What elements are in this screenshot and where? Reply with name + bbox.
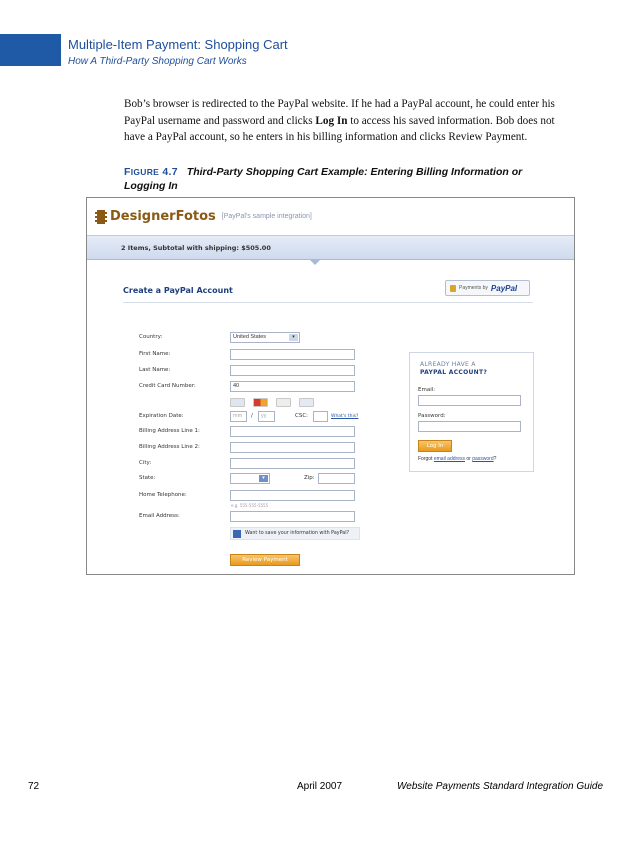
chevron-down-icon: ▾ [289,334,298,341]
card-number-field[interactable]: 40 [230,381,355,392]
login-password-label: Password: [418,413,446,419]
visa-card-icon [230,398,245,407]
paypal-screenshot-figure [86,197,575,575]
save-info-text: Want to save your information with PayPal? [245,531,350,536]
exp-month-field[interactable]: mm [230,411,247,422]
form-title: Create a PayPal Account [123,286,233,295]
login-panel-heading: ALREADY HAVE A PAYPAL ACCOUNT? [420,361,488,376]
zip-label: Zip: [304,475,315,481]
last-name-field[interactable] [230,365,355,376]
city-label: City: [139,460,152,466]
review-payment-button[interactable]: Review Payment [230,554,300,566]
telephone-hint: e.g. 555-555-5555 [231,503,269,508]
login-email-field[interactable] [418,395,521,406]
address2-label: Billing Address Line 2: [139,444,200,450]
payments-by-paypal-badge: Payments by PayPal [445,280,530,296]
last-name-label: Last Name: [139,367,171,373]
save-info-checkbox[interactable] [233,530,241,538]
login-email-label: Email: [418,387,436,393]
lock-icon [450,285,456,292]
exp-year-field[interactable]: yy [258,411,275,422]
footer-guide-title: Website Payments Standard Integration Guide [397,781,604,792]
whats-this-link[interactable]: What's this? [331,414,359,419]
create-account-form [123,272,543,572]
login-password-field[interactable] [418,421,521,432]
forgot-credentials: Forgot email address or password? [418,456,497,462]
running-header-subtitle: How A Third-Party Shopping Cart Works [68,56,247,67]
film-icon [95,210,107,224]
country-select[interactable]: United States ▾ [230,332,300,343]
email-field[interactable] [230,511,355,522]
figure-caption-text: Third-Party Shopping Cart Example: Entering Billing Information or Logging In [124,166,523,192]
figure-caption [124,165,564,193]
forgot-password-link[interactable]: password [472,456,494,462]
city-field[interactable] [230,458,355,469]
save-info-row [230,527,360,540]
address2-field[interactable] [230,442,355,453]
mastercard-icon [253,398,268,407]
first-name-label: First Name: [139,351,171,357]
exp-separator: / [251,413,253,419]
footer-date: April 2007 [297,781,343,792]
country-label: Country: [139,334,163,340]
forgot-email-link[interactable]: email address [433,456,465,462]
log-in-button[interactable]: Log In [418,440,452,452]
telephone-label: Home Telephone: [139,492,187,498]
log-in-emphasis: Log In [315,114,348,127]
merchant-logo: DesignerFotos [95,209,216,224]
sample-integration-tag: [PayPal's sample integration] [221,213,312,220]
cart-summary-bar: 2 Items, Subtotal with shipping: $505.00 [87,236,574,260]
page-number: 72 [28,781,40,792]
address1-field[interactable] [230,426,355,437]
figure-number: FIGURE 4.7 [124,166,178,178]
csc-label: CSC: [295,413,309,419]
header-color-bar [0,34,61,66]
zip-field[interactable] [318,473,355,484]
card-logos [230,398,330,408]
discover-card-icon [276,398,291,407]
login-panel [409,352,534,472]
telephone-field[interactable] [230,490,355,501]
csc-field[interactable] [313,411,328,422]
state-select[interactable] [230,473,270,484]
card-number-label: Credit Card Number: [139,383,196,389]
title-divider [123,302,533,303]
address1-label: Billing Address Line 1: [139,428,200,434]
expiration-label: Expiration Date: [139,413,184,419]
amex-card-icon [299,398,314,407]
pointer-arrow-icon [309,259,321,265]
first-name-field[interactable] [230,349,355,360]
email-label: Email Address: [139,513,180,519]
running-header-title: Multiple-Item Payment: Shopping Cart [68,37,288,52]
body-paragraph: Bob’s browser is redirected to the PayPal website. If he had a PayPal account, he could enter his PayPal username and password and clicks Log In to access his saved information. Bob does not have a PayPal account, so he enters in his billing information and clicks Review Payment. [124,98,555,143]
merchant-header [87,198,574,236]
chevron-down-icon: ▾ [259,475,268,482]
state-label: State: [139,475,156,481]
